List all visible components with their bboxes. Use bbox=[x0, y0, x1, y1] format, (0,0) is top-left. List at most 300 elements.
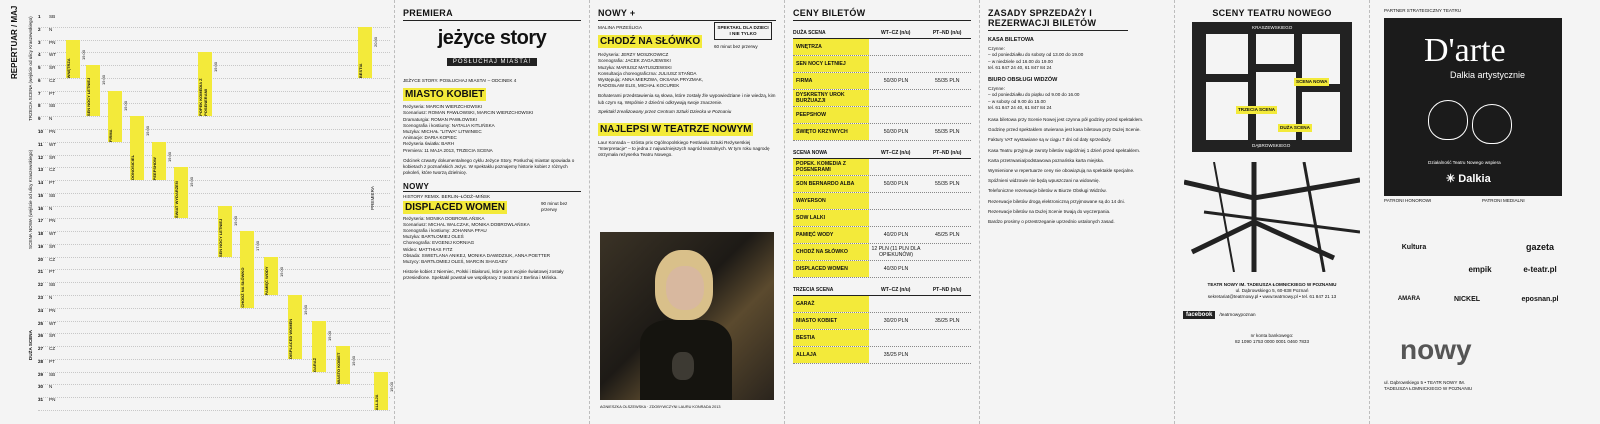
body-chodz: Bohaterami przedstawienia są słowa, które zostały źle wypowiedziane i nie wiedzą, kim lub czym są. Wspólnie z dziećmi odkrywają swoje znaczenie. bbox=[598, 93, 776, 105]
credit-line: Muzycy: BARTŁOMIEJ OLEŚ, MARCIN SHAGAEV bbox=[403, 259, 508, 265]
row-divider bbox=[38, 167, 390, 168]
hours-line: Czynne: bbox=[988, 46, 1005, 52]
day-name: PN bbox=[49, 39, 56, 45]
darte-box bbox=[1384, 18, 1562, 196]
map-label-new: SCENA NOWA bbox=[1294, 78, 1329, 86]
event-title: WNĘTRZA bbox=[66, 57, 71, 78]
price-stage-name: SCENA NOWA bbox=[793, 149, 828, 156]
event-title: DONOSICIEL bbox=[130, 155, 135, 181]
event-title: SEN NOCY LETNIEJ bbox=[218, 218, 223, 257]
event-time: 19.00 bbox=[213, 62, 218, 73]
price-play-title: GARAŻ bbox=[793, 296, 869, 312]
sales-heading: ZASADY SPRZEDAŻY I REZERWACJI BILETÓW bbox=[988, 8, 1128, 31]
price-weekday: 40/30 PLN bbox=[883, 266, 909, 272]
facebook-handle: /teatrnowypoznan bbox=[1219, 311, 1256, 317]
day-name: SB bbox=[49, 14, 56, 19]
darte-note: Działalność Teatru Nowego wspiera bbox=[1428, 160, 1501, 166]
stage-label-main: DUŻA SCENA bbox=[28, 330, 33, 360]
credit-line: Muzyka: MICHAŁ "LITWA" LITWINIEC bbox=[403, 129, 482, 135]
row-divider bbox=[38, 27, 390, 28]
day-name: N bbox=[49, 295, 53, 301]
credit-line: Choreografia: EVGENIJ KORNIAG bbox=[403, 240, 475, 246]
repertoire-event bbox=[108, 91, 122, 142]
repertoire-event bbox=[358, 27, 372, 78]
row-divider bbox=[38, 206, 390, 207]
day-number: 15 bbox=[38, 192, 44, 198]
rule-item: Rezerwacje biletów drogą elektroniczną przyjmowane są do 14 dni. bbox=[988, 198, 1125, 204]
credit-line: Animacje: DARIA KOPIEC bbox=[403, 135, 457, 141]
sales-panel bbox=[980, 0, 1175, 424]
photo-caption: AGNIESZKA OLSZEWSKA · ZDOBYWCZYNI LAURU KONRADA 2013 bbox=[600, 405, 721, 409]
row-divider bbox=[38, 142, 390, 143]
day-number: 4 bbox=[38, 52, 41, 58]
hours-line: tel. 61 847 24 40, 61 847 84 24 bbox=[988, 104, 1052, 110]
play-title-chodz: CHODŹ NA SŁÓWKO bbox=[600, 36, 701, 48]
price-play-title: POPEK. KOMEDIA Z POSENERAMI bbox=[793, 159, 869, 175]
event-time: 19.00 bbox=[279, 266, 284, 277]
price-play-title: BESTIA bbox=[793, 330, 869, 346]
logo-eposnan: eposnan.pl bbox=[1521, 295, 1559, 303]
day-number: 29 bbox=[38, 371, 44, 377]
event-title: POPEK KOMEDIA Z POSENERAMI bbox=[198, 78, 208, 117]
series-chodz: MALINA PRZEŚLIGA bbox=[598, 25, 642, 30]
hours-line: – w soboty od 9.00 do 15.00 bbox=[988, 98, 1046, 104]
darte-sub: Dalkia artystycznie bbox=[1450, 70, 1526, 81]
price-row bbox=[793, 244, 971, 261]
day-number: 8 bbox=[38, 103, 41, 109]
price-play-title: PEEPSHOW bbox=[793, 107, 869, 123]
darte-title: D'arte bbox=[1424, 32, 1506, 70]
hours-line: Czynne: bbox=[988, 86, 1005, 92]
event-time: 20.00 bbox=[373, 36, 378, 47]
price-stage-header bbox=[793, 147, 971, 159]
map-street-left: DĄBROWSKIEGO bbox=[1252, 143, 1291, 148]
rule-item: Wymienione w repertuarze ceny nie obowiązują na spektakle specjalne. bbox=[988, 168, 1135, 174]
repertoire-event bbox=[174, 167, 188, 218]
map-heading: SCENY TEATRU NOWEGO bbox=[1212, 8, 1332, 18]
repertoire-event bbox=[288, 295, 302, 359]
day-name: CZ bbox=[49, 77, 56, 83]
credit-line: Wideo: MATTHIAS FITZ bbox=[403, 246, 453, 252]
patrons-label: PATRONI HONOROWI bbox=[1384, 198, 1432, 203]
day-name: SB bbox=[49, 103, 56, 109]
premiere-note: PREMIERA bbox=[370, 186, 375, 210]
price-play-title: WAYERSON bbox=[793, 193, 869, 209]
credit-line: Premiera: 11 MAJA 2013, TRZECIA SCENA bbox=[403, 147, 493, 153]
event-title: GARAŻ bbox=[312, 357, 317, 372]
hours-line: – od poniedziałku do soboty od 13.00 do 19.00 bbox=[988, 52, 1084, 58]
row-divider bbox=[38, 244, 390, 245]
price-col1-head: WT–CZ (n/u) bbox=[881, 29, 911, 36]
rules-list bbox=[988, 117, 1166, 225]
repertoire-event bbox=[86, 65, 100, 116]
day-number: 30 bbox=[38, 384, 44, 390]
nowy-heading: NOWY bbox=[403, 182, 581, 192]
event-time: 19.00 bbox=[303, 305, 308, 316]
day-number: 19 bbox=[38, 243, 44, 249]
dalkia-name: Dalkia bbox=[1458, 173, 1491, 186]
price-play-title: SON BERNARDO ALBA bbox=[793, 176, 869, 192]
event-time: 17.00 bbox=[255, 241, 260, 252]
credit-line: Scenografia i kostiumy: NATALIA KITLIŃSKA bbox=[403, 122, 495, 128]
price-row bbox=[793, 90, 971, 107]
event-time: 19.00 bbox=[81, 49, 86, 60]
event-time: 19.00 bbox=[167, 151, 172, 162]
day-number: 26 bbox=[38, 333, 44, 339]
premiere-panel bbox=[395, 0, 590, 424]
stage-map bbox=[1192, 22, 1352, 152]
credit-line: Reżyseria: MONIKA DOBROWLAŃSKA bbox=[403, 215, 485, 221]
map-block bbox=[1302, 92, 1340, 140]
price-play-title: MIASTO KOBIET bbox=[793, 313, 869, 329]
price-row bbox=[793, 347, 971, 364]
day-number: 24 bbox=[38, 307, 44, 313]
day-name: N bbox=[49, 26, 53, 32]
day-number: 22 bbox=[38, 282, 44, 288]
repertoire-event bbox=[130, 116, 144, 180]
day-number: 1 bbox=[38, 14, 41, 19]
row-divider bbox=[38, 129, 390, 130]
price-row bbox=[793, 261, 971, 278]
duration-displaced: 90 minut bez przerwy bbox=[541, 200, 568, 213]
price-play-title: DISPLACED WOMEN bbox=[793, 261, 869, 277]
day-number: 12 bbox=[38, 154, 44, 160]
theatre-address: ul. Dąbrowskiego 5, 60-838 Poznań bbox=[1235, 288, 1309, 294]
day-number: 20 bbox=[38, 256, 44, 262]
row-divider bbox=[38, 269, 390, 270]
day-name: ŚR bbox=[49, 333, 56, 339]
stage-label-third: TRZECIA SCENA (wejście od ulicy Kraszewskiego) bbox=[28, 16, 33, 121]
logo-gazeta: gazeta bbox=[1525, 242, 1554, 252]
award-body: Laur Konrada – szósta prix Ogólnopolskiego Festiwalu Sztuki Reżyserskiej "Interpretacje" – to jedna z najważniejszych nagród teatralnych. W tym roku nagrodę otrzymała reżyserka Teatru Nowego. bbox=[598, 140, 770, 158]
jezyce-logo-title: jeżyce story bbox=[437, 27, 547, 49]
rule-item: Telefoniczne rezerwacje biletów w Biurze Obsługi Widzów. bbox=[988, 188, 1107, 194]
row-divider bbox=[38, 40, 390, 41]
day-name: CZ bbox=[49, 346, 56, 352]
row-divider bbox=[38, 180, 390, 181]
row-divider bbox=[38, 231, 390, 232]
repertoire-event bbox=[240, 231, 254, 308]
credit-line: Muzyka: BARTŁOMIEJ OLEŚ bbox=[403, 234, 464, 240]
day-name: PN bbox=[49, 307, 56, 313]
day-name: WT bbox=[49, 320, 57, 326]
dalkia-star-icon: ✳ bbox=[1446, 173, 1459, 186]
day-name: N bbox=[49, 205, 53, 211]
event-title: FIRMA bbox=[108, 129, 113, 142]
logo-amara: AMARA bbox=[1397, 296, 1421, 302]
row-divider bbox=[38, 116, 390, 117]
event-time: 19.00 bbox=[145, 126, 150, 137]
price-weekday: 30/20 PLN bbox=[883, 318, 909, 324]
repertoire-event bbox=[198, 52, 212, 116]
rule-item: Godzinę przed spektaklem otwierana jest kasa biletowa przy Dużej Scenie. bbox=[988, 127, 1141, 133]
series-line: JEŻYCE STORY. POSŁUCHAJ MIASTA! – ODCINEK 4 bbox=[403, 78, 517, 83]
theatre-masks-icon bbox=[1424, 96, 1524, 146]
price-tables bbox=[793, 27, 971, 364]
sponsors-panel bbox=[1370, 0, 1600, 424]
day-name: PT bbox=[49, 90, 55, 96]
day-name: WT bbox=[49, 52, 57, 58]
day-number: 10 bbox=[38, 128, 44, 134]
price-row bbox=[793, 193, 971, 210]
credits-chodz bbox=[598, 52, 716, 89]
day-number: 18 bbox=[38, 231, 44, 237]
day-name: PN bbox=[49, 218, 56, 224]
day-name: SB bbox=[49, 282, 56, 288]
facebook-link[interactable] bbox=[1183, 311, 1361, 319]
kids-badge-text: SPEKTAKL DLA DZIECI I NIE TYLKO bbox=[714, 22, 772, 40]
event-title: DISPLACED WOMEN bbox=[288, 318, 293, 359]
event-title: CHODŹ NA SŁÓWKO bbox=[240, 267, 245, 308]
price-weekday: 40/20 PLN bbox=[883, 232, 909, 238]
event-title: BESTIA bbox=[358, 63, 363, 78]
day-number: 6 bbox=[38, 77, 41, 83]
price-weekday: 50/30 PLN bbox=[883, 129, 909, 135]
city-map-roads bbox=[1184, 162, 1360, 272]
ticket-office-hours bbox=[988, 46, 1166, 71]
price-stage-name: TRZECIA SCENA bbox=[793, 286, 834, 293]
sponsor-address: ul. Dąbrowskiego 5 • TEATR NOWY IM. TADEUSZA ŁOMNICKIEGO W POZNANIU bbox=[1384, 380, 1473, 392]
day-number: 28 bbox=[38, 358, 44, 364]
price-row bbox=[793, 227, 971, 244]
day-name: N bbox=[49, 116, 53, 122]
event-time: 19.00 bbox=[189, 177, 194, 188]
mask-right bbox=[1472, 104, 1512, 144]
city-map bbox=[1184, 162, 1360, 272]
event-title: SEN NOCY LETNIEJ bbox=[86, 77, 91, 117]
stage-label-new: SCENA NOWA (wejście od ulicy Kraszewskiego) bbox=[28, 150, 33, 250]
logo-empik: empik bbox=[1468, 264, 1492, 274]
price-play-title: SOW LALKI bbox=[793, 210, 869, 226]
day-name: PN bbox=[49, 128, 56, 134]
day-number: 13 bbox=[38, 167, 44, 173]
jezyce-logo-subtitle: POSŁUCHAJ MIASTA! bbox=[447, 58, 537, 66]
day-number: 2 bbox=[38, 26, 41, 32]
day-name: PT bbox=[49, 358, 55, 364]
bank-number: 82 1090 1753 0000 0001 0460 7833 bbox=[1234, 338, 1310, 344]
price-play-title: FIRMA bbox=[793, 73, 869, 89]
duration-chodz: 60 minut bez przerwy bbox=[714, 44, 758, 50]
event-title: PEEPSHOW bbox=[152, 156, 157, 181]
price-weekend: 55/35 PLN bbox=[934, 78, 960, 84]
price-stage-header bbox=[793, 27, 971, 39]
logo-eteatr: e-teatr.pl bbox=[1523, 264, 1557, 274]
dalkia-logo bbox=[1446, 172, 1491, 185]
map-label-third: TRZECIA SCENA bbox=[1236, 106, 1277, 114]
body-miasto: Odcinek czwarty dokumentalnego cyklu Jeżyce Story. Posłuchaj miasta! opowiada o kobietach z poznańskich Jeżyc. W spektaklu poznajemy historie kobiet z różnych pokoleń, które tworzą dzielnicę. bbox=[403, 157, 575, 176]
day-name: CZ bbox=[49, 256, 56, 262]
row-divider bbox=[38, 321, 390, 322]
second-series: HISTORY REMIX. BERLIN–ŁÓDŹ–MIŃSK bbox=[403, 194, 491, 200]
day-number: 14 bbox=[38, 180, 44, 186]
event-title: ŚWIAT WYDARZEŃ bbox=[174, 181, 179, 219]
price-weekday: 35/25 PLN bbox=[883, 352, 909, 358]
rule-item: Spóźnieni widzowie nie będą wpuszczani na widownię. bbox=[988, 178, 1100, 184]
event-time: 19.00 bbox=[327, 330, 332, 341]
row-divider bbox=[38, 308, 390, 309]
event-title: ALLAJA bbox=[374, 394, 379, 410]
repertoire-event bbox=[336, 346, 350, 384]
row-divider bbox=[38, 384, 390, 385]
event-time: 19.00 bbox=[351, 356, 356, 367]
day-name: ŚR bbox=[49, 243, 56, 249]
day-name: CZ bbox=[49, 167, 56, 173]
day-name: WT bbox=[49, 141, 57, 147]
price-row bbox=[793, 330, 971, 347]
office-hours bbox=[988, 86, 1166, 111]
day-name: SB bbox=[49, 371, 56, 377]
price-row bbox=[793, 210, 971, 227]
theatre-contact: sekretariat@teatrnowy.pl • www.teatrnowy.pl • tel. 61 847 21 13 bbox=[1207, 294, 1337, 300]
price-stage-name: DUŻA SCENA bbox=[793, 29, 826, 36]
event-time: 19.00 bbox=[101, 75, 106, 86]
jezyce-logo bbox=[403, 27, 581, 68]
rule-item: Bardzo prosimy o przestrzeganie uprzednio ustalonych zasad. bbox=[988, 219, 1115, 225]
day-name: PN bbox=[49, 397, 56, 403]
rule-item: Rezerwacje biletów na Dużej Scenie trwają do wyczerpania. bbox=[988, 208, 1111, 214]
repertoire-event bbox=[264, 257, 278, 295]
hours-line: – w niedziele od 16.00 do 19.00 bbox=[988, 58, 1053, 64]
partner-label: PARTNER STRATEGICZNY TEATRU bbox=[1384, 8, 1462, 13]
price-weekend: 55/35 PLN bbox=[934, 129, 960, 135]
row-divider bbox=[38, 193, 390, 194]
row-divider bbox=[38, 410, 390, 411]
credit-line: Reżyseria: JERZY MOSZKOWICZ bbox=[598, 52, 669, 58]
prices-panel bbox=[785, 0, 980, 424]
event-time: 19.00 bbox=[123, 100, 128, 111]
credit-line: Obsada: SWIETLANA ANIKEJ, MONIKA DAWIDZIUK, ANNA POETTER bbox=[403, 252, 551, 258]
price-col1-head: WT–CZ (n/u) bbox=[881, 149, 911, 156]
day-name: ŚR bbox=[49, 154, 56, 160]
award-title: NAJLEPSI W TEATRZE NOWYM bbox=[600, 124, 752, 136]
price-row bbox=[793, 56, 971, 73]
rule-item: Kasa biletowa przy Scenie Nowej jest czynna pół godziny przed spektaklem. bbox=[988, 117, 1144, 123]
rule-item: Faktury VAT wystawiane są w ciągu 7 dni od daty sprzedaży. bbox=[988, 137, 1112, 143]
price-play-title: PAMIĘĆ WODY bbox=[793, 227, 869, 243]
kids-badge bbox=[714, 22, 772, 51]
price-play-title: SEN NOCY LETNIEJ bbox=[793, 56, 869, 72]
credits-miasto bbox=[403, 104, 581, 154]
photo-award bbox=[672, 352, 694, 380]
facebook-icon: facebook bbox=[1183, 311, 1215, 319]
price-row bbox=[793, 39, 971, 56]
price-col1-head: WT–CZ (n/u) bbox=[881, 286, 911, 293]
price-row bbox=[793, 107, 971, 124]
day-number: 27 bbox=[38, 346, 44, 352]
map-label-main: DUŻA SCENA bbox=[1278, 124, 1312, 132]
price-col2-head: PT–ND (n/u) bbox=[932, 29, 962, 36]
price-col2-head: PT–ND (n/u) bbox=[932, 149, 962, 156]
credit-line: Scenografia: JACEK ZAGAJEWSKI bbox=[598, 58, 671, 64]
price-play-title: WNĘTRZA bbox=[793, 39, 869, 55]
news-panel bbox=[590, 0, 785, 424]
prices-heading: CENY BILETÓW bbox=[793, 8, 971, 21]
day-number: 31 bbox=[38, 397, 44, 403]
rule-item: Karta przetrwania/podstawowa poznańska karta miejska. bbox=[988, 157, 1104, 163]
row-divider bbox=[38, 295, 390, 296]
repertoire-grid bbox=[38, 14, 394, 410]
news-heading: NOWY + bbox=[598, 8, 776, 21]
map-street-top: KRASZEWSKIEGO bbox=[1252, 25, 1293, 30]
day-number: 23 bbox=[38, 295, 44, 301]
credit-line: Scenariusz: ROMAN PAWŁOWSKI, MARCIN WIERZCHOWSKI bbox=[403, 110, 534, 116]
price-weekend: 35/25 PLN bbox=[934, 318, 960, 324]
row-divider bbox=[38, 155, 390, 156]
play-title-displaced: DISPLACED WOMEN bbox=[405, 201, 505, 213]
hours-line: tel. 61 847 24 40, 61 847 84 24 bbox=[988, 64, 1052, 70]
price-weekday: 12 PLN (11 PLN DLA OPIEKUNÓW) bbox=[871, 246, 921, 258]
price-row bbox=[793, 176, 971, 193]
logo-kultura: Kultura bbox=[1401, 243, 1427, 251]
hours-line: – od poniedziałku do piątku od 9.00 do 16.00 bbox=[988, 92, 1080, 98]
play-title-miasto: MIASTO KOBIET bbox=[405, 89, 485, 101]
repertoire-event bbox=[66, 40, 80, 78]
day-name: WT bbox=[49, 231, 57, 237]
price-play-title: CHODŹ NA SŁÓWKO bbox=[793, 244, 869, 260]
credits-displaced bbox=[403, 216, 581, 266]
day-name: SB bbox=[49, 192, 56, 198]
price-row bbox=[793, 313, 971, 330]
credit-line: Scenariusz: MICHAL WALCZAK, MONIKA DOBROWLAŃSKA bbox=[403, 221, 530, 227]
ticket-office-title: KASA BILETOWA bbox=[988, 37, 1034, 43]
row-divider bbox=[38, 397, 390, 398]
day-number: 17 bbox=[38, 218, 44, 224]
day-name: PT bbox=[49, 180, 55, 186]
repertoire-event bbox=[152, 142, 166, 180]
day-number: 7 bbox=[38, 90, 41, 96]
event-title: MIASTO KOBIET bbox=[336, 352, 341, 385]
day-number: 16 bbox=[38, 205, 44, 211]
office-title: BIURO OBSŁUGI WIDZÓW bbox=[988, 77, 1058, 84]
day-name: PT bbox=[49, 269, 55, 275]
credit-line: Występują: ANNA MIERZWA, OKSANA PRYZMAK, RADOSŁAW ELIS, MICHAŁ KOCUREK bbox=[598, 77, 704, 89]
nowy-logo: nowy bbox=[1400, 334, 1472, 365]
repertoire-event bbox=[312, 321, 326, 372]
price-weekday: 50/30 PLN bbox=[883, 181, 909, 187]
credit-line: Reżyseria światła: BARH bbox=[403, 141, 455, 147]
repertoire-title: REPERTUAR / MAJ bbox=[10, 6, 19, 80]
sponsor-chodz: Spektakl zrealizowany przez Centrum Sztuki Dziecka w Poznaniu bbox=[598, 108, 732, 114]
credit-line: Scenografia i kostiumy: JOHANNA PFAU bbox=[403, 228, 487, 234]
displaced-header bbox=[403, 201, 581, 214]
map-panel bbox=[1175, 0, 1370, 424]
map-block bbox=[1302, 34, 1340, 84]
day-name: ŚR bbox=[49, 65, 56, 71]
event-time: 19.00 bbox=[233, 215, 238, 226]
day-number: 9 bbox=[38, 116, 41, 122]
event-time: 19.00 bbox=[389, 381, 394, 392]
credit-line: Muzyka: MARIUSZ MATUSZEWSKI bbox=[598, 64, 672, 70]
body-displaced: Historie kobiet z Niemiec, Polski i Białorusi, które po II wojnie światowej zostały przesiedlone. Spektakl powstał we współpracy z teatrami z Berlina i Mińska. bbox=[403, 269, 564, 281]
price-weekend: 45/25 PLN bbox=[934, 232, 960, 238]
premiere-heading: PREMIERA bbox=[403, 8, 581, 21]
media-label: PATRONI MEDIALNI bbox=[1482, 198, 1525, 203]
map-block bbox=[1256, 34, 1294, 64]
price-play-title: ŚWIĘTO KRZYWYCH bbox=[793, 124, 869, 140]
row-divider bbox=[38, 257, 390, 258]
price-weekday: 50/30 PLN bbox=[883, 78, 909, 84]
price-row bbox=[793, 159, 971, 176]
day-number: 21 bbox=[38, 269, 44, 275]
price-col2-head: PT–ND (n/u) bbox=[932, 286, 962, 293]
rule-item: Kasa Teatru przyjmuje zwroty biletów najpóźniej 1 dzień przed spektaklem. bbox=[988, 147, 1141, 153]
price-row bbox=[793, 124, 971, 141]
theatre-address-title: TEATR NOWY IM. TADEUSZA ŁOMNICKIEGO W POZNANIU bbox=[1207, 282, 1337, 287]
day-number: 11 bbox=[38, 141, 43, 147]
day-number: 5 bbox=[38, 65, 41, 71]
credit-line: Konsultacja choreograficzna: JULIUSZ STAŃDA bbox=[598, 70, 697, 76]
price-row bbox=[793, 73, 971, 90]
